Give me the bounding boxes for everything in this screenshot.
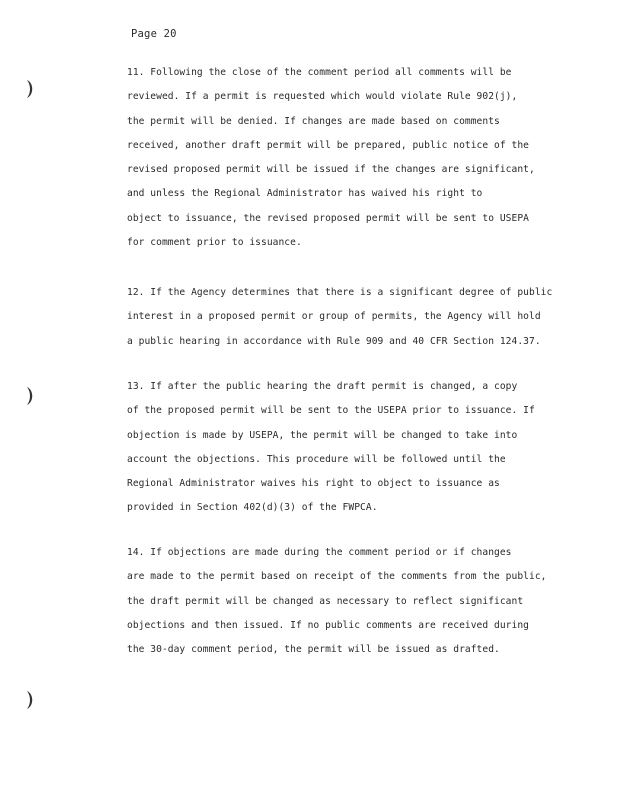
punch-hole-mark	[24, 690, 36, 710]
text-line: revised proposed permit will be issued if the changes are significant,	[127, 164, 535, 176]
text-line: provided in Section 402(d)(3) of the FWPCA.	[127, 502, 378, 514]
paragraph-11	[127, 61, 572, 255]
text-line: Regional Administrator waives his right to object to issuance as	[127, 478, 500, 490]
text-line: 14. If objections are made during the comment period or if changes	[127, 547, 512, 558]
text-line: object to issuance, the revised proposed permit will be sent to USEPA	[127, 212, 529, 224]
text-line: objections and then issued. If no public comments are received during	[127, 619, 529, 631]
text-line: a public hearing in accordance with Rule 909 and 40 CFR Section 124.37.	[127, 335, 541, 347]
text-line: 11. Following the close of the comment period all comments will be	[127, 67, 512, 78]
text-line: interest in a proposed permit or group of permits, the Agency will hold	[127, 311, 541, 323]
text-line: objection is made by USEPA, the permit will be changed to take into	[127, 429, 518, 441]
page-number: Page 20	[131, 28, 177, 40]
text-line: are made to the permit based on receipt of the comments from the public,	[127, 571, 547, 583]
text-line: the permit will be denied. If changes are made based on comments	[127, 115, 500, 127]
text-line: the draft permit will be changed as necessary to reflect significant	[127, 595, 524, 607]
punch-hole-mark	[24, 79, 36, 99]
text-line: the 30-day comment period, the permit will be issued as drafted.	[127, 644, 500, 656]
paragraph-12	[127, 281, 572, 354]
punch-hole-mark	[24, 386, 36, 406]
text-line: received, another draft permit will be prepared, public notice of the	[127, 139, 529, 151]
text-line: account the objections. This procedure will be followed until the	[127, 453, 506, 465]
text-line: for comment prior to issuance.	[127, 237, 302, 249]
text-line: 12. If the Agency determines that there is a significant degree of public	[127, 287, 553, 298]
text-line: of the proposed permit will be sent to the USEPA prior to issuance. If	[127, 405, 535, 417]
text-line: 13. If after the public hearing the draft permit is changed, a copy	[127, 381, 518, 392]
paragraph-14	[127, 541, 572, 662]
paragraph-13	[127, 375, 572, 521]
text-line: and unless the Regional Administrator has waived his right to	[127, 188, 483, 200]
text-line: reviewed. If a permit is requested which would violate Rule 902(j),	[127, 91, 518, 103]
